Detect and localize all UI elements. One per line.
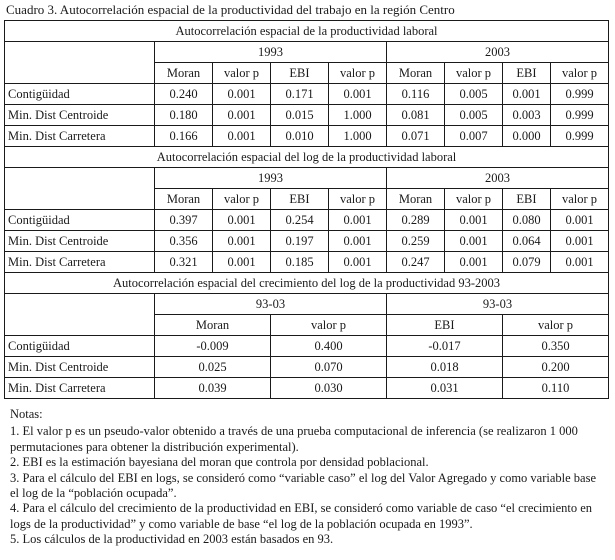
data-cell: 0.039 bbox=[155, 378, 271, 399]
column-header: valor p bbox=[445, 189, 503, 210]
data-cell: 0.400 bbox=[271, 336, 387, 357]
column-header: valor p bbox=[213, 63, 271, 84]
data-cell: 0.166 bbox=[155, 126, 213, 147]
data-cell: 0.001 bbox=[551, 210, 609, 231]
year-header: 1993 bbox=[155, 168, 387, 189]
year-header: 2003 bbox=[387, 42, 609, 63]
column-header: valor p bbox=[551, 63, 609, 84]
data-cell: 0.321 bbox=[155, 252, 213, 273]
table-row bbox=[5, 84, 609, 105]
data-cell: 0.001 bbox=[329, 210, 387, 231]
year-header: 93-03 bbox=[155, 294, 387, 315]
data-cell: 0.001 bbox=[503, 84, 551, 105]
data-cell: 0.289 bbox=[387, 210, 445, 231]
data-cell: 0.003 bbox=[503, 105, 551, 126]
table-caption: Cuadro 3. Autocorrelación espacial de la productividad del trabajo en la región Centro bbox=[6, 2, 455, 17]
row-label: Min. Dist Carretera bbox=[5, 378, 155, 399]
section-title: Autocorrelación espacial de la productividad laboral bbox=[5, 21, 609, 42]
year-header-row bbox=[5, 42, 609, 63]
data-cell: 0.259 bbox=[387, 231, 445, 252]
notes-title: Notas: bbox=[10, 407, 43, 421]
data-cell: 1.000 bbox=[329, 105, 387, 126]
data-cell: 0.064 bbox=[503, 231, 551, 252]
data-cell: 0.001 bbox=[213, 105, 271, 126]
data-cell: 0.010 bbox=[271, 126, 329, 147]
year-header-row bbox=[5, 294, 609, 315]
data-cell: -0.017 bbox=[387, 336, 503, 357]
section-title-row bbox=[5, 273, 609, 294]
data-cell: 0.185 bbox=[271, 252, 329, 273]
data-cell: 0.999 bbox=[551, 84, 609, 105]
data-cell: 0.001 bbox=[445, 210, 503, 231]
data-cell: 0.030 bbox=[271, 378, 387, 399]
data-cell: 0.018 bbox=[387, 357, 503, 378]
column-header: EBI bbox=[271, 189, 329, 210]
data-cell: 0.001 bbox=[445, 252, 503, 273]
data-cell: 0.001 bbox=[329, 84, 387, 105]
data-cell: 0.001 bbox=[213, 252, 271, 273]
data-cell: 0.116 bbox=[387, 84, 445, 105]
column-header: Moran bbox=[155, 315, 271, 336]
data-cell: 0.171 bbox=[271, 84, 329, 105]
year-header: 93-03 bbox=[387, 294, 609, 315]
data-cell: 0.070 bbox=[271, 357, 387, 378]
section-title-row bbox=[5, 21, 609, 42]
column-header: EBI bbox=[503, 63, 551, 84]
data-cell: 0.001 bbox=[551, 231, 609, 252]
data-cell: 0.000 bbox=[503, 126, 551, 147]
year-header-row bbox=[5, 168, 609, 189]
data-cell: 0.005 bbox=[445, 105, 503, 126]
notes bbox=[4, 407, 608, 548]
section-title: Autocorrelación espacial del crecimiento del log de la productividad 93-2003 bbox=[5, 273, 609, 294]
column-header: Moran bbox=[387, 63, 445, 84]
year-header: 2003 bbox=[387, 168, 609, 189]
autocorrelation-table bbox=[4, 20, 609, 399]
note-item: 3. Para el cálculo del EBI en logs, se consideró como “variable caso” el log del Valor Agregado y como variable base el log de la “población ocupada”. bbox=[10, 470, 597, 501]
data-cell: 0.001 bbox=[213, 84, 271, 105]
row-label: Min. Dist Centroide bbox=[5, 231, 155, 252]
data-cell: 0.001 bbox=[329, 231, 387, 252]
column-header: Moran bbox=[387, 189, 445, 210]
stub-empty-cell bbox=[5, 294, 155, 336]
row-label: Contigüidad bbox=[5, 210, 155, 231]
data-cell: 0.350 bbox=[503, 336, 609, 357]
column-header: valor p bbox=[503, 315, 609, 336]
data-cell: 0.356 bbox=[155, 231, 213, 252]
row-label: Min. Dist Carretera bbox=[5, 126, 155, 147]
data-cell: 1.000 bbox=[329, 126, 387, 147]
table-row bbox=[5, 105, 609, 126]
data-cell: 0.001 bbox=[551, 252, 609, 273]
year-header: 1993 bbox=[155, 42, 387, 63]
data-cell: 0.254 bbox=[271, 210, 329, 231]
data-cell: 0.001 bbox=[213, 231, 271, 252]
note-item: 4. Para el cálculo del crecimiento de la productividad en EBI, se consideró como variable de caso “el crecimiento en logs de la productividad” y como variable de base “el log de la población ocupada en 1993”. bbox=[10, 501, 593, 531]
data-cell: 0.001 bbox=[213, 210, 271, 231]
column-header: valor p bbox=[551, 189, 609, 210]
data-cell: 0.081 bbox=[387, 105, 445, 126]
stub-empty-cell bbox=[5, 168, 155, 210]
table-row bbox=[5, 210, 609, 231]
data-cell: 0.001 bbox=[445, 231, 503, 252]
note-item: 5. Los cálculos de la productividad en 2003 están basados en 93. bbox=[10, 532, 334, 547]
section-title-row bbox=[5, 147, 609, 168]
section-title: Autocorrelación espacial del log de la productividad laboral bbox=[5, 147, 609, 168]
column-header: EBI bbox=[387, 315, 503, 336]
table-row bbox=[5, 252, 609, 273]
data-cell: 0.200 bbox=[503, 357, 609, 378]
column-header: valor p bbox=[213, 189, 271, 210]
table-row bbox=[5, 126, 609, 147]
column-header: valor p bbox=[329, 189, 387, 210]
data-cell: 0.007 bbox=[445, 126, 503, 147]
data-cell: 0.015 bbox=[271, 105, 329, 126]
table-row bbox=[5, 231, 609, 252]
note-item: 2. EBI es la estimación bayesiana del moran que controla por densidad poblacional. bbox=[10, 455, 429, 470]
row-label: Contigüidad bbox=[5, 84, 155, 105]
data-cell: 0.247 bbox=[387, 252, 445, 273]
data-cell: 0.001 bbox=[213, 126, 271, 147]
data-cell: 0.025 bbox=[155, 357, 271, 378]
table-row bbox=[5, 378, 609, 399]
note-item: 1. El valor p es un pseudo-valor obtenido a través de una prueba computacional de inferencia (se realizaron 1 000 permutaciones para obtener la distribución experimental). bbox=[10, 424, 578, 454]
data-cell: 0.079 bbox=[503, 252, 551, 273]
column-header: EBI bbox=[271, 63, 329, 84]
column-header: valor p bbox=[271, 315, 387, 336]
row-label: Min. Dist Carretera bbox=[5, 252, 155, 273]
data-cell: 0.031 bbox=[387, 378, 503, 399]
column-header: Moran bbox=[155, 189, 213, 210]
table-row bbox=[5, 357, 609, 378]
data-cell: 0.999 bbox=[551, 126, 609, 147]
data-cell: 0.080 bbox=[503, 210, 551, 231]
column-header: valor p bbox=[329, 63, 387, 84]
data-cell: 0.180 bbox=[155, 105, 213, 126]
row-label: Min. Dist Centroide bbox=[5, 357, 155, 378]
column-header: EBI bbox=[503, 189, 551, 210]
data-cell: 0.397 bbox=[155, 210, 213, 231]
data-cell: 0.240 bbox=[155, 84, 213, 105]
stub-empty-cell bbox=[5, 42, 155, 84]
table-row bbox=[5, 336, 609, 357]
data-cell: 0.999 bbox=[551, 105, 609, 126]
row-label: Min. Dist Centroide bbox=[5, 105, 155, 126]
data-cell: 0.110 bbox=[503, 378, 609, 399]
column-header: Moran bbox=[155, 63, 213, 84]
data-cell: 0.197 bbox=[271, 231, 329, 252]
row-label: Contigüidad bbox=[5, 336, 155, 357]
column-header: valor p bbox=[445, 63, 503, 84]
data-cell: -0.009 bbox=[155, 336, 271, 357]
data-cell: 0.001 bbox=[329, 252, 387, 273]
data-cell: 0.005 bbox=[445, 84, 503, 105]
data-cell: 0.071 bbox=[387, 126, 445, 147]
